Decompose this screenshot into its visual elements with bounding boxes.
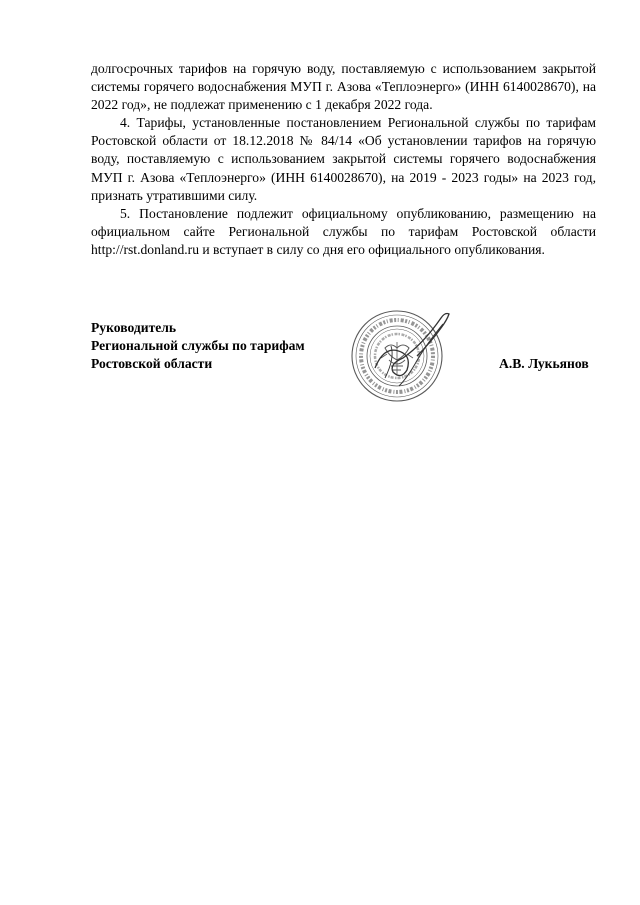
paragraph-item-4: 4. Тарифы, установленные постановлением Региональной службы по тарифам Ростовской области от 18.12.2018 № 84/14 «Об установлении тарифов на горячую воду, поставляемую с использованием закрытой системы горячего водоснабжения МУП г. Азова «Теплоэнерго» (ИНН 6140028670), на 2019 - 2023 годы» на 2023 год, признать утратившими силу.: [91, 115, 596, 203]
official-seal-icon: [345, 298, 465, 410]
signatory-position-line-2: Региональной службы по тарифам: [91, 338, 305, 354]
signatory-position-line-3: Ростовской области: [91, 356, 213, 372]
signatory-position: [91, 319, 305, 373]
signatory-position-line-1: Руководитель: [91, 320, 177, 335]
paragraph-item-5: 5. Постановление подлежит официальному опубликованию, размещению на официальном сайте Региональной службы по тарифам Ростовской области http://rst.donland.ru и вступает в силу со дня его официального опубликования.: [91, 205, 596, 257]
paragraph-continuation: долгосрочных тарифов на горячую воду, поставляемую с использованием закрытой системы горячего водоснабжения МУП г. Азова «Теплоэнерго» (ИНН 6140028670), на 2022 год», не подлежат применению с 1 декабря 2022 года.: [91, 61, 596, 113]
signatory-name: А.В. Лукьянов: [499, 356, 589, 371]
document-body: [91, 60, 596, 259]
